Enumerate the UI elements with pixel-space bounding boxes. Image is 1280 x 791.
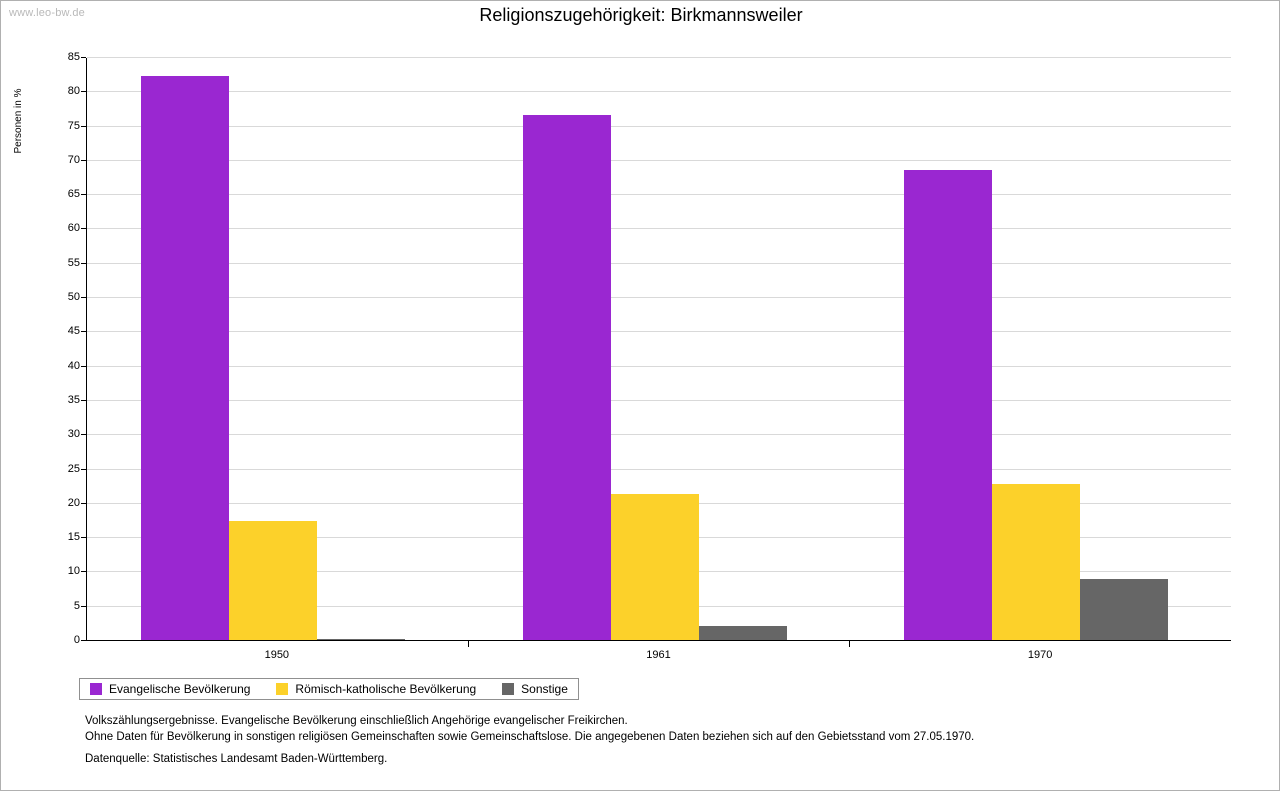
x-axis-group-label: 1950 (264, 649, 290, 661)
gridline (87, 263, 1231, 264)
y-axis-tick-label: 65 (67, 188, 80, 201)
bar (992, 484, 1080, 640)
y-axis-tick-mark (81, 57, 86, 58)
gridline (87, 366, 1231, 367)
y-axis-tick-mark (81, 469, 86, 470)
bar (229, 521, 317, 640)
y-axis-tick-mark (81, 194, 86, 195)
bar (904, 170, 992, 641)
y-axis-tick-label: 40 (67, 359, 80, 372)
gridline (87, 297, 1231, 298)
gridline (87, 331, 1231, 332)
y-axis-tick-label: 75 (67, 119, 80, 132)
legend-label: Sonstige (521, 681, 568, 696)
legend-label: Evangelische Bevölkerung (109, 681, 251, 696)
x-axis-group-label: 1961 (646, 649, 671, 661)
bar (523, 115, 611, 640)
y-axis-tick-mark (81, 366, 86, 367)
gridline (87, 126, 1231, 127)
y-axis-tick-label: 20 (67, 496, 80, 509)
data-source: Datenquelle: Statistisches Landesamt Baden-Württemberg. (85, 753, 388, 765)
y-axis-tick-mark (81, 297, 86, 298)
y-axis-tick-label: 30 (67, 428, 80, 441)
plot-area (86, 58, 1231, 641)
y-axis-tick-label: 25 (67, 462, 80, 475)
gridline (87, 57, 1231, 58)
y-axis-tick-label: 45 (67, 325, 80, 338)
chart-legend (79, 678, 579, 700)
y-axis-tick-label: 50 (67, 291, 80, 304)
y-axis-tick-label: 60 (67, 222, 80, 235)
chart-footnotes (85, 713, 974, 745)
legend-item[interactable] (276, 682, 476, 696)
gridline (87, 469, 1231, 470)
legend-swatch-icon (276, 683, 288, 695)
footnote-line-1: Volkszählungsergebnisse. Evangelische Bevölkerung einschließlich Angehörige evangelischer Freikirchen. (85, 715, 628, 727)
gridline (87, 434, 1231, 435)
y-axis-tick-label: 35 (67, 393, 80, 406)
y-axis-label-text: Personen in % (13, 88, 24, 154)
gridline (87, 194, 1231, 195)
gridline (87, 400, 1231, 401)
y-axis-tick-mark (81, 537, 86, 538)
legend-label: Römisch-katholische Bevölkerung (295, 681, 477, 696)
y-axis-tick-mark (81, 606, 86, 607)
footnote-line-2: Ohne Daten für Bevölkerung in sonstigen religiösen Gemeinschaften sowie Gemeinschaftslose. Die angegebenen Daten beziehen sich auf den Gebietsstand vom 27.05.1970. (85, 731, 975, 743)
y-axis-tick-mark (81, 91, 86, 92)
y-axis-tick-label: 15 (67, 531, 80, 544)
y-axis-tick-label: 0 (73, 634, 80, 646)
y-axis-tick-mark (81, 571, 86, 572)
bar (317, 639, 405, 640)
y-axis-tick-mark (81, 434, 86, 435)
y-axis-tick-label: 5 (73, 599, 80, 612)
x-axis-group-label: 1970 (1027, 649, 1053, 661)
legend-item[interactable] (90, 682, 250, 696)
bar (1080, 579, 1168, 640)
x-axis-tick-mark (468, 641, 469, 647)
gridline (87, 91, 1231, 92)
y-axis-tick-label: 80 (67, 85, 80, 98)
y-axis-tick-mark (81, 263, 86, 264)
y-axis-tick-mark (81, 228, 86, 229)
bar (141, 76, 229, 640)
bar (699, 626, 787, 640)
chart-title: Religionszugehörigkeit: Birkmannsweiler (479, 5, 803, 25)
gridline (87, 160, 1231, 161)
legend-item[interactable] (502, 682, 568, 696)
y-axis-tick-mark (81, 160, 86, 161)
bar (611, 494, 699, 640)
y-axis-tick-mark (81, 126, 86, 127)
y-axis-tick-mark (81, 400, 86, 401)
y-axis-tick-label: 85 (67, 51, 80, 63)
watermark: www.leo-bw.de (9, 7, 85, 19)
x-axis-tick-mark (849, 641, 850, 647)
y-axis-tick-mark (81, 503, 86, 504)
gridline (87, 228, 1231, 229)
legend-swatch-icon (90, 683, 102, 695)
legend-swatch-icon (502, 683, 514, 695)
y-axis-tick-label: 55 (67, 256, 80, 269)
y-axis-tick-label: 10 (67, 565, 80, 578)
y-axis-tick-mark (81, 640, 86, 641)
y-axis-tick-mark (81, 331, 86, 332)
y-axis-tick-label: 70 (67, 153, 80, 166)
